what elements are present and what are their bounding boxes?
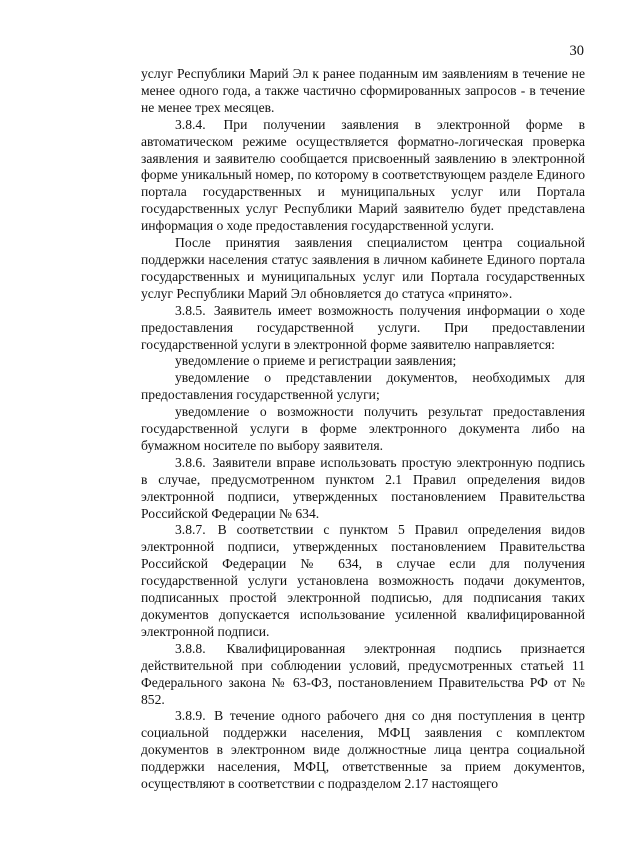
paragraph-3-8-4: 3.8.4. При получении заявления в электронной форме в автоматическом режиме осуществляется форматно-логическая проверка заявления и заявителю сообщается присвоенный заявлению в электронной форме уникальный номер, по которому в соответствующем разделе Единого портала государственных и муниципальных услуг или Портала государственных услуг Республики Марий заявителю будет представлена информация о ходе предоставления государственной услуги. [141,116,585,234]
paragraph-status-update: После принятия заявления специалистом центра социальной поддержки населения статус заявления в личном кабинете Единого портала государственных и муниципальных услуг или Портала государственных услуг Республики Марий Эл обновляется до статуса «принято». [141,235,585,301]
document-body [141,66,585,793]
paragraph-3-8-9: 3.8.9. В течение одного рабочего дня со дня поступления в центр социальной поддержки населения, МФЦ заявления с комплектом документов в электронном виде должностные лица центра социальной поддержки населения, МФЦ, ответственные за прием документов, осуществляют в соответствии с подразделом 2.17 настоящего [141,708,585,792]
clause-number: 3.8.4. [175,116,206,132]
clause-number: 3.8.9. [175,708,206,724]
paragraph-3-8-5: 3.8.5. Заявитель имеет возможность получения информации о ходе предоставления государственной услуги. При предоставлении государственной услуги в электронной форме заявителю направляется: [141,302,585,352]
paragraph-continuation: услуг Республики Марий Эл к ранее поданным им заявлениям в течение не менее одного года, а также частично сформированных запросов - в течение не менее трех месяцев. [141,66,585,115]
paragraph-3-8-8: 3.8.8. Квалифицированная электронная подпись признается действительной при соблюдении условий, предусмотренных статьей 11 Федерального закона № 63-ФЗ, постановлением Правительства РФ от № 852. [141,640,585,707]
clause-number: 3.8.5. [175,302,206,318]
clause-number: 3.8.6. [175,454,206,470]
list-item-notification-1: уведомление о приеме и регистрации заявления; [175,353,457,369]
clause-number: 3.8.7. [175,522,206,538]
clause-number: 3.8.8. [175,640,206,656]
page-number: 30 [569,43,584,59]
paragraph-3-8-6: 3.8.6. Заявители вправе использовать простую электронную подпись в случае, предусмотренном пунктом 2.1 Правил определения видов электронной подписи, утвержденных постановлением Правительства Российской Федерации № 634. [141,454,585,521]
paragraph-3-8-7: 3.8.7. В соответствии с пунктом 5 Правил определения видов электронной подписи, утвержденных постановлением Правительства Российской Федерации № 634, в случае если для получения государственной услуги установлена возможность подачи документов, подписанных простой электронной подписью, для подписания таких документов допускается использование усиленной квалифицированной электронной подписи. [141,522,585,639]
list-item-notification-2: уведомление о представлении документов, необходимых для предоставления государственной услуги; [141,370,585,403]
list-item-notification-3: уведомление о возможности получить результат предоставления государственной услуги в форме электронного документа либо на бумажном носителе по выбору заявителя. [141,404,585,453]
